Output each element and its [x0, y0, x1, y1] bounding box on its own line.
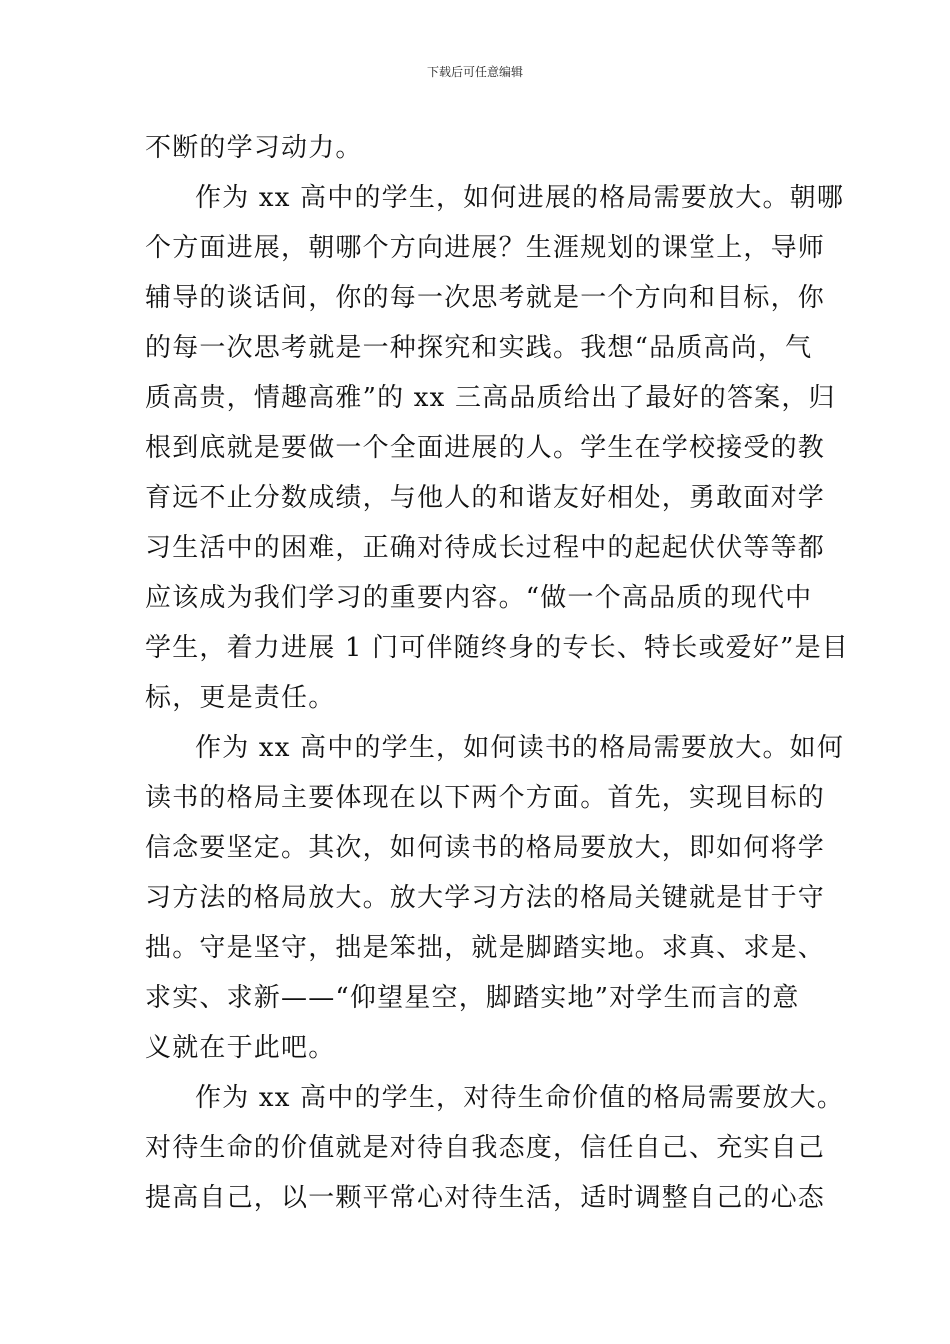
- text-line: 义就在于此吧。: [145, 1033, 336, 1063]
- text-line: 根到底就是要做一个全面进展的人。学生在学校接受的教: [145, 433, 826, 463]
- page-header: 下载后可任意编辑: [426, 65, 523, 79]
- text-line: 拙。守是坚守，拙是笨拙，就是脚踏实地。求真、求是、: [145, 933, 826, 963]
- text-line: 求实、求新——“仰望星空，脚踏实地”对学生而言的意: [145, 983, 800, 1013]
- text-line: 习生活中的困难，正确对待成长过程中的起起伏伏等等都: [145, 533, 826, 563]
- text-line: 辅导的谈话间，你的每一次思考就是一个方向和目标，你: [145, 283, 826, 313]
- text-line: 的每一次思考就是一种探究和实践。我想“品质高尚，气: [145, 333, 813, 363]
- text-line: 质高贵，情趣高雅”的 xx 三高品质给出了最好的答案，归: [145, 383, 836, 413]
- text-line: 应该成为我们学习的重要内容。“做一个高品质的现代中: [145, 583, 813, 613]
- text-line: 提高自己，以一颗平常心对待生活，适时调整自己的心态: [145, 1183, 826, 1213]
- paragraph-first-line: 作为 xx 高中的学生，如何进展的格局需要放大。朝哪: [195, 183, 845, 213]
- text-line: 育远不止分数成绩，与他人的和谐友好相处，勇敢面对学: [145, 483, 826, 513]
- text-line: 标，更是责任。: [145, 683, 336, 713]
- text-line: 对待生命的价值就是对待自我态度，信任自己、充实自己: [145, 1133, 826, 1163]
- text-line: 习方法的格局放大。放大学习方法的格局关键就是甘于守: [145, 883, 826, 913]
- paragraph-first-line: 作为 xx 高中的学生，如何读书的格局需要放大。如何: [195, 733, 845, 763]
- text-line: 信念要坚定。其次，如何读书的格局要放大，即如何将学: [145, 833, 826, 863]
- paragraph-first-line: 作为 xx 高中的学生，对待生命价值的格局需要放大。: [195, 1083, 845, 1113]
- text-line: 学生，着力进展 1 门可伴随终身的专长、特长或爱好”是目: [145, 633, 849, 663]
- text-line: 不断的学习动力。: [145, 133, 363, 163]
- text-line: 读书的格局主要体现在以下两个方面。首先，实现目标的: [145, 783, 826, 813]
- text-line: 个方面进展，朝哪个方向进展？生涯规划的课堂上，导师: [145, 233, 826, 263]
